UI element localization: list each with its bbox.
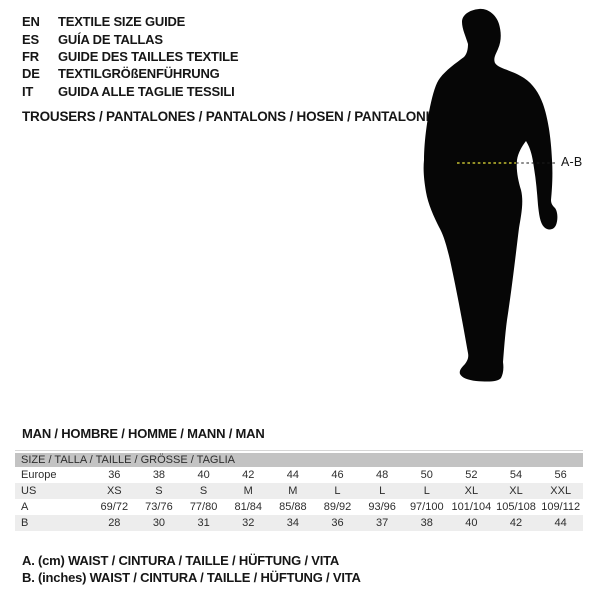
note-a-cm: A. (cm) WAIST / CINTURA / TAILLE / HÜFTUNG / VITA bbox=[22, 553, 340, 568]
table-row-europe bbox=[15, 467, 583, 483]
language-code: FR bbox=[22, 48, 39, 64]
size-cell: 85/88 bbox=[279, 501, 307, 513]
size-cell: 28 bbox=[108, 517, 121, 529]
size-cell: 44 bbox=[286, 469, 299, 481]
row-label: B bbox=[21, 517, 29, 529]
row-label: A bbox=[21, 501, 29, 513]
size-cell: 38 bbox=[420, 517, 433, 529]
size-cell: XL bbox=[464, 485, 479, 497]
size-cell: 69/72 bbox=[100, 501, 129, 513]
size-cell: 32 bbox=[242, 517, 255, 529]
size-cell: 48 bbox=[376, 469, 389, 481]
size-cell: 54 bbox=[509, 469, 523, 481]
language-code: EN bbox=[22, 14, 40, 30]
size-cell: 105/108 bbox=[496, 501, 536, 513]
size-cell: 101/104 bbox=[451, 501, 492, 513]
size-cell: 36 bbox=[108, 469, 121, 481]
size-cell: XL bbox=[509, 485, 523, 497]
size-cell: 30 bbox=[152, 517, 166, 529]
size-table bbox=[15, 450, 583, 531]
language-row bbox=[22, 30, 238, 47]
language-row bbox=[22, 65, 238, 82]
language-row bbox=[22, 48, 238, 65]
size-cell: 109/112 bbox=[541, 501, 581, 513]
note-b-inches: B. (inches) WAIST / CINTURA / TAILLE / HÜFTUNG / VITA bbox=[22, 570, 361, 585]
man-silhouette bbox=[424, 9, 558, 382]
language-label: GUÍA DE TALLAS bbox=[58, 31, 163, 47]
size-cell: L bbox=[423, 485, 430, 497]
size-cell: S bbox=[199, 485, 208, 497]
language-legend bbox=[22, 13, 238, 100]
language-row bbox=[22, 13, 238, 30]
size-cell: 81/84 bbox=[234, 501, 262, 513]
size-cell: 42 bbox=[509, 517, 523, 529]
size-cell: 50 bbox=[420, 469, 433, 481]
language-label: GUIDA ALLE TAGLIE TESSILI bbox=[58, 83, 235, 99]
language-code: ES bbox=[22, 31, 39, 47]
size-cell: 44 bbox=[554, 517, 567, 529]
language-label: TEXTILE SIZE GUIDE bbox=[58, 14, 186, 30]
size-cell: 52 bbox=[465, 469, 478, 481]
size-cell: L bbox=[379, 485, 386, 497]
size-cell: 34 bbox=[286, 517, 299, 529]
language-label: GUIDE DES TAILLES TEXTILE bbox=[58, 48, 239, 64]
size-table-header: SIZE / TALLA / TAILLE / GRÖSSE / TAGLIA bbox=[15, 453, 583, 467]
size-cell: M bbox=[288, 485, 298, 497]
size-cell: 37 bbox=[376, 517, 389, 529]
table-row-b-inches bbox=[15, 515, 583, 531]
language-row bbox=[22, 83, 238, 100]
language-code: DE bbox=[22, 66, 40, 82]
language-code: IT bbox=[22, 83, 34, 99]
size-cell: XS bbox=[106, 485, 122, 497]
size-cell: L bbox=[334, 485, 341, 497]
garment-title: TROUSERS / PANTALONES / PANTALONS / HOSEN / PANTALONI bbox=[22, 109, 430, 124]
size-cell: S bbox=[155, 485, 163, 497]
size-cell: 73/76 bbox=[145, 501, 173, 513]
language-label: TEXTILGRÖßENFÜHRUNG bbox=[58, 66, 220, 82]
size-cell: 97/100 bbox=[409, 501, 444, 513]
measure-label-ab: A-B bbox=[561, 155, 583, 169]
size-cell: 38 bbox=[152, 469, 166, 481]
size-cell: 31 bbox=[197, 517, 210, 529]
size-cell: 40 bbox=[197, 469, 210, 481]
size-cell: 77/80 bbox=[189, 501, 218, 513]
table-top-rule bbox=[15, 450, 583, 451]
size-cell: 93/96 bbox=[368, 501, 396, 513]
size-cell: 56 bbox=[554, 469, 567, 481]
row-label: US bbox=[21, 485, 37, 497]
size-cell: 36 bbox=[331, 517, 344, 529]
size-cell: 40 bbox=[465, 517, 478, 529]
gender-title: MAN / HOMBRE / HOMME / MANN / MAN bbox=[22, 426, 265, 441]
size-cell: M bbox=[243, 485, 253, 497]
table-row-a-cm bbox=[15, 499, 583, 515]
size-cell: XXL bbox=[550, 485, 572, 497]
table-row-us bbox=[15, 483, 583, 499]
size-cell: 89/92 bbox=[323, 501, 352, 513]
man-silhouette-figure bbox=[400, 0, 600, 420]
size-cell: 46 bbox=[331, 469, 344, 481]
row-label: Europe bbox=[21, 469, 57, 481]
size-cell: 42 bbox=[242, 469, 255, 481]
